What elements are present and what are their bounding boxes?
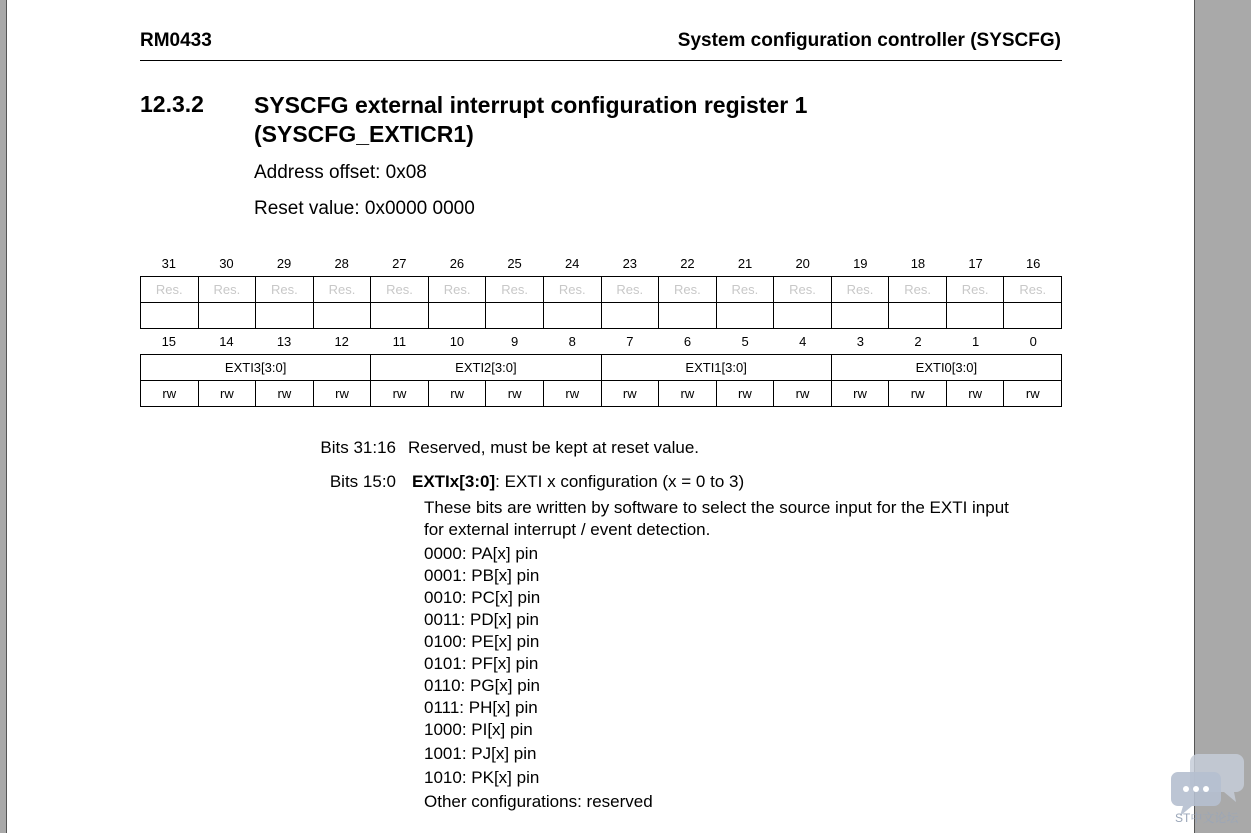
empty-cell [831,303,889,329]
reserved-cell: Res. [889,277,947,303]
access-cell: rw [543,381,601,407]
reserved-cell: Res. [659,277,717,303]
bits-15-0-label: Bits 15:0 [329,472,396,491]
access-cell: rw [601,381,659,407]
bit-number: 3 [856,333,864,349]
access-cell: rw [774,381,832,407]
empty-cell [313,303,371,329]
access-cell: rw [946,381,1004,407]
bit-number: 1 [971,333,980,349]
bit-number: 7 [626,333,634,349]
access-cell: rw [1004,381,1062,407]
reset-value: Reset value: 0x0000 0000 [254,198,475,219]
bit-number: 11 [392,333,407,349]
access-cell: rw [831,381,889,407]
bit-number: 9 [510,333,519,349]
upper-bit-numbers [140,250,1062,276]
header-rule [140,60,1062,61]
access-cell: rw [486,381,544,407]
bit-number: 20 [795,255,810,271]
bit-number: 27 [392,255,407,271]
section-name: System configuration controller (SYSCFG) [677,30,1061,51]
option-item: 0010: PC[x] pin [424,588,541,607]
bit-number: 26 [449,255,465,271]
description-line1: These bits are written by software to select the source input for the EXTI input [424,498,1009,517]
bit-number: 22 [680,255,695,271]
bit-number: 8 [568,333,576,349]
reserved-cell: Res. [141,277,199,303]
description-line2: for external interrupt / event detection. [424,520,711,539]
reserved-cell: Res. [486,277,544,303]
empty-cell [946,303,1004,329]
bit-number: 24 [564,255,580,271]
bits-15-0-heading [412,472,744,492]
reserved-cell: Res. [946,277,1004,303]
access-cell: rw [198,381,256,407]
option-item: 1000: PI[x] pin [424,720,533,739]
option-item: 1001: PJ[x] pin [424,744,537,763]
access-cell: rw [256,381,314,407]
access-cell: rw [659,381,717,407]
access-cell: rw [141,381,199,407]
access-cell: rw [889,381,947,407]
bit-number: 5 [741,333,749,349]
reserved-cell: Res. [774,277,832,303]
access-cell: rw [313,381,371,407]
option-item: 0110: PG[x] pin [424,676,540,695]
reserved-cell: Res. [428,277,486,303]
bit-number: 6 [683,333,692,349]
watermark-text: ST中文论坛 [1175,811,1239,825]
empty-cell [543,303,601,329]
bit-number: 15 [161,333,177,349]
bit-number: 4 [799,333,807,349]
empty-cell [601,303,659,329]
option-item: 0001: PB[x] pin [424,566,540,585]
option-item: Other configurations: reserved [424,792,653,811]
empty-cell [371,303,429,329]
bits-31-16-text: Reserved, must be kept at reset value. [408,438,700,457]
reserved-cell: Res. [256,277,314,303]
bit-number: 25 [507,255,522,271]
option-item: 0100: PE[x] pin [424,632,540,651]
bit-number: 13 [276,333,292,349]
field-title: : EXTI x configuration (x = 0 to 3) [495,472,745,491]
bit-number: 30 [219,255,234,271]
bit-number: 23 [622,255,638,271]
section-title-line1: SYSCFG external interrupt configuration register 1 [254,92,808,118]
bit-number: 28 [334,255,349,271]
field-exti0: EXTI0[3:0] [831,355,1061,381]
bit-number: 10 [449,333,465,349]
field-exti2: EXTI2[3:0] [371,355,601,381]
reserved-cell: Res. [1004,277,1062,303]
section-title-line2: (SYSCFG_EXTICR1) [254,121,474,147]
empty-cell [486,303,544,329]
empty-cell [659,303,717,329]
empty-cell [256,303,314,329]
reserved-cell: Res. [601,277,659,303]
document-page [6,0,1195,833]
option-item: 0111: PH[x] pin [424,698,538,717]
doc-id: RM0433 [140,30,212,51]
reserved-cell: Res. [831,277,889,303]
empty-cell [198,303,256,329]
reserved-cell: Res. [716,277,774,303]
option-item: 1010: PK[x] pin [424,768,540,787]
lower-register-cells [140,354,1062,407]
empty-cell [716,303,774,329]
empty-cell [889,303,947,329]
empty-cell [141,303,199,329]
bit-number: 21 [737,255,753,271]
field-name: EXTIx[3:0] [412,472,496,491]
section-number: 12.3.2 [140,91,204,117]
reserved-cell: Res. [198,277,256,303]
empty-cell [428,303,486,329]
bit-number: 31 [161,255,177,271]
bit-number: 17 [968,255,983,271]
field-exti1: EXTI1[3:0] [601,355,831,381]
upper-register-cells [140,276,1062,329]
bit-number: 29 [276,255,292,271]
reserved-cell: Res. [543,277,601,303]
reserved-cell: Res. [313,277,371,303]
bit-number: 19 [853,255,868,271]
option-item: 0011: PD[x] pin [424,610,539,629]
bit-number: 18 [910,255,926,271]
bit-number: 14 [219,333,234,349]
access-cell: rw [371,381,429,407]
section-title [254,91,954,149]
reserved-cell: Res. [371,277,429,303]
empty-cell [1004,303,1062,329]
option-item: 0101: PF[x] pin [424,654,539,673]
bit-number: 2 [914,333,922,349]
bit-number: 16 [1025,255,1041,271]
option-item: 0000: PA[x] pin [424,544,539,563]
bit-number: 12 [334,333,349,349]
access-cell: rw [428,381,486,407]
access-cell: rw [716,381,774,407]
bits-31-16-label: Bits 31:16 [320,438,396,457]
bit-number: 0 [1029,333,1037,349]
empty-cell [774,303,832,329]
field-exti3: EXTI3[3:0] [141,355,371,381]
lower-bit-numbers [140,328,1062,354]
address-offset: Address offset: 0x08 [254,162,427,183]
